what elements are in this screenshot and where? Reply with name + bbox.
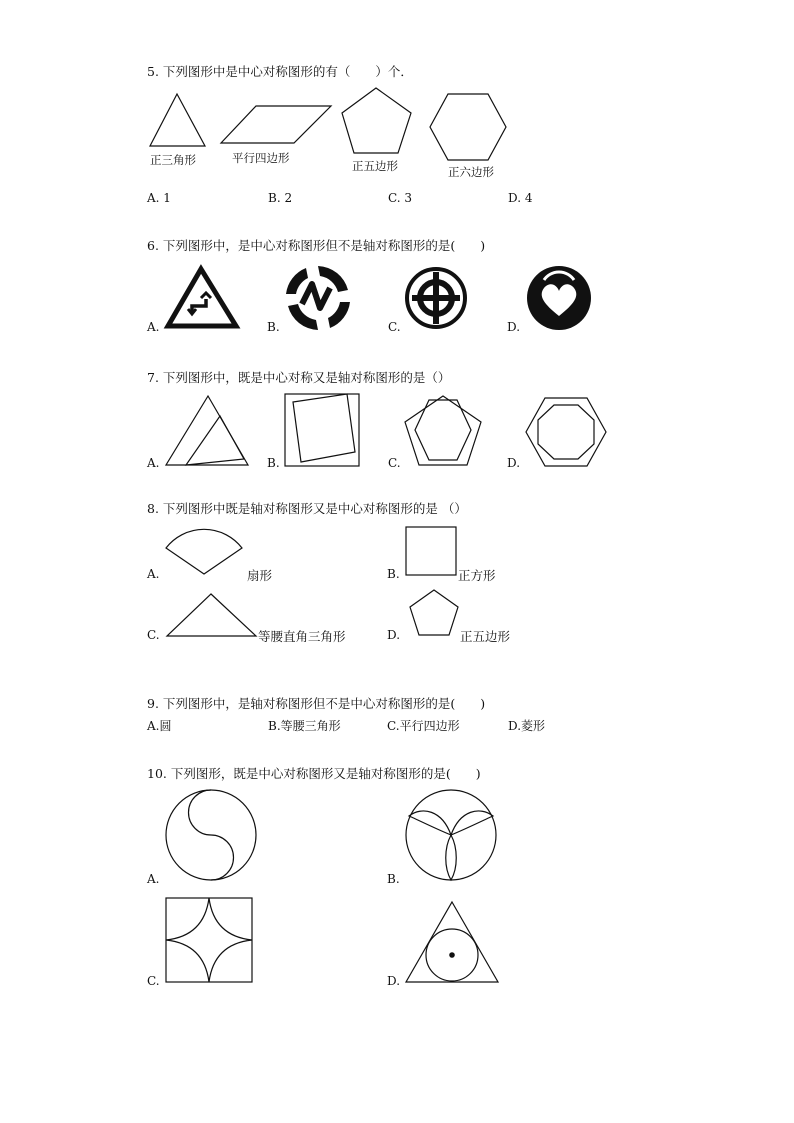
swirl-logo-icon bbox=[284, 264, 352, 332]
q9-option-d[interactable]: D.菱形 bbox=[508, 719, 546, 733]
q5-option-a[interactable]: A. 1 bbox=[147, 191, 171, 205]
question-7-text: 7. 下列图形中，既是中心对称又是轴对称图形的是（） bbox=[147, 370, 451, 385]
figure-label-isosceles-right-triangle: 等腰直角三角形 bbox=[258, 629, 346, 644]
figure-label-pentagon: 正五边形 bbox=[352, 159, 398, 173]
q9-option-a[interactable]: A.圆 bbox=[147, 719, 172, 733]
q6-option-b[interactable]: B. bbox=[267, 320, 280, 334]
q6-option-d[interactable]: D. bbox=[507, 320, 521, 334]
q8-option-b[interactable]: B. bbox=[387, 567, 400, 581]
question-10-text: 10. 下列图形，既是中心对称图形又是轴对称图形的是( ) bbox=[147, 766, 481, 781]
figure-label-pentagon-q8: 正五边形 bbox=[460, 629, 511, 644]
q6-option-a[interactable]: A. bbox=[147, 320, 160, 334]
star-in-square-figure bbox=[164, 896, 254, 984]
q8-option-a[interactable]: A. bbox=[147, 567, 160, 581]
parallelogram-figure bbox=[219, 104, 333, 146]
q8-option-d[interactable]: D. bbox=[387, 628, 401, 642]
equilateral-triangle-figure bbox=[148, 92, 208, 148]
q10-option-b[interactable]: B. bbox=[387, 872, 400, 886]
q8-option-c[interactable]: C. bbox=[147, 628, 160, 642]
nested-triangles-figure bbox=[164, 394, 250, 468]
regular-pentagon-figure bbox=[340, 86, 414, 156]
question-8-text: 8. 下列图形中既是轴对称图形又是中心对称图形的是 （） bbox=[147, 501, 467, 516]
q10-option-d[interactable]: D. bbox=[387, 974, 401, 988]
q5-option-c[interactable]: C. 3 bbox=[388, 191, 413, 205]
question-6-text: 6. 下列图形中，是中心对称图形但不是轴对称图形的是( ) bbox=[147, 238, 486, 253]
question-5-text: 5. 下列图形中是中心对称图形的有（ ）个． bbox=[147, 64, 413, 79]
figure-label-parallelogram: 平行四边形 bbox=[232, 151, 290, 165]
question-9-text: 9. 下列图形中，是轴对称图形但不是中心对称图形的是( ) bbox=[147, 696, 486, 711]
q7-option-d[interactable]: D. bbox=[507, 456, 521, 470]
square-in-square-figure bbox=[283, 392, 361, 468]
q9-option-b[interactable]: B.等腰三角形 bbox=[268, 719, 341, 733]
figure-label-triangle: 正三角形 bbox=[150, 153, 196, 167]
q7-option-c[interactable]: C. bbox=[388, 456, 401, 470]
q6-option-c[interactable]: C. bbox=[388, 320, 401, 334]
warning-sign-icon bbox=[166, 266, 238, 328]
pentagon-figure bbox=[408, 588, 460, 638]
hexagon-in-pentagon-figure bbox=[403, 394, 483, 468]
figure-label-sector: 扇形 bbox=[247, 568, 273, 583]
three-petal-circle-figure bbox=[404, 788, 500, 884]
q7-option-a[interactable]: A. bbox=[147, 456, 160, 470]
q9-option-c[interactable]: C.平行四边形 bbox=[387, 719, 460, 733]
figure-label-square: 正方形 bbox=[458, 568, 496, 583]
sector-figure bbox=[164, 528, 244, 578]
isosceles-right-triangle-figure bbox=[165, 592, 259, 638]
heart-emblem-icon bbox=[524, 264, 594, 332]
octagon-in-hexagon-figure bbox=[524, 396, 608, 468]
q10-option-c[interactable]: C. bbox=[147, 974, 160, 988]
regular-hexagon-figure bbox=[428, 92, 508, 162]
q5-option-b[interactable]: B. 2 bbox=[268, 191, 293, 205]
figure-label-hexagon: 正六边形 bbox=[448, 165, 494, 179]
incircle-triangle-figure bbox=[404, 900, 502, 986]
q5-option-d[interactable]: D. 4 bbox=[508, 191, 533, 205]
circle-emblem-icon bbox=[404, 266, 468, 330]
square-figure bbox=[404, 525, 458, 577]
q7-option-b[interactable]: B. bbox=[267, 456, 280, 470]
s-curve-circle-figure bbox=[164, 788, 260, 884]
q10-option-a[interactable]: A. bbox=[147, 872, 160, 886]
